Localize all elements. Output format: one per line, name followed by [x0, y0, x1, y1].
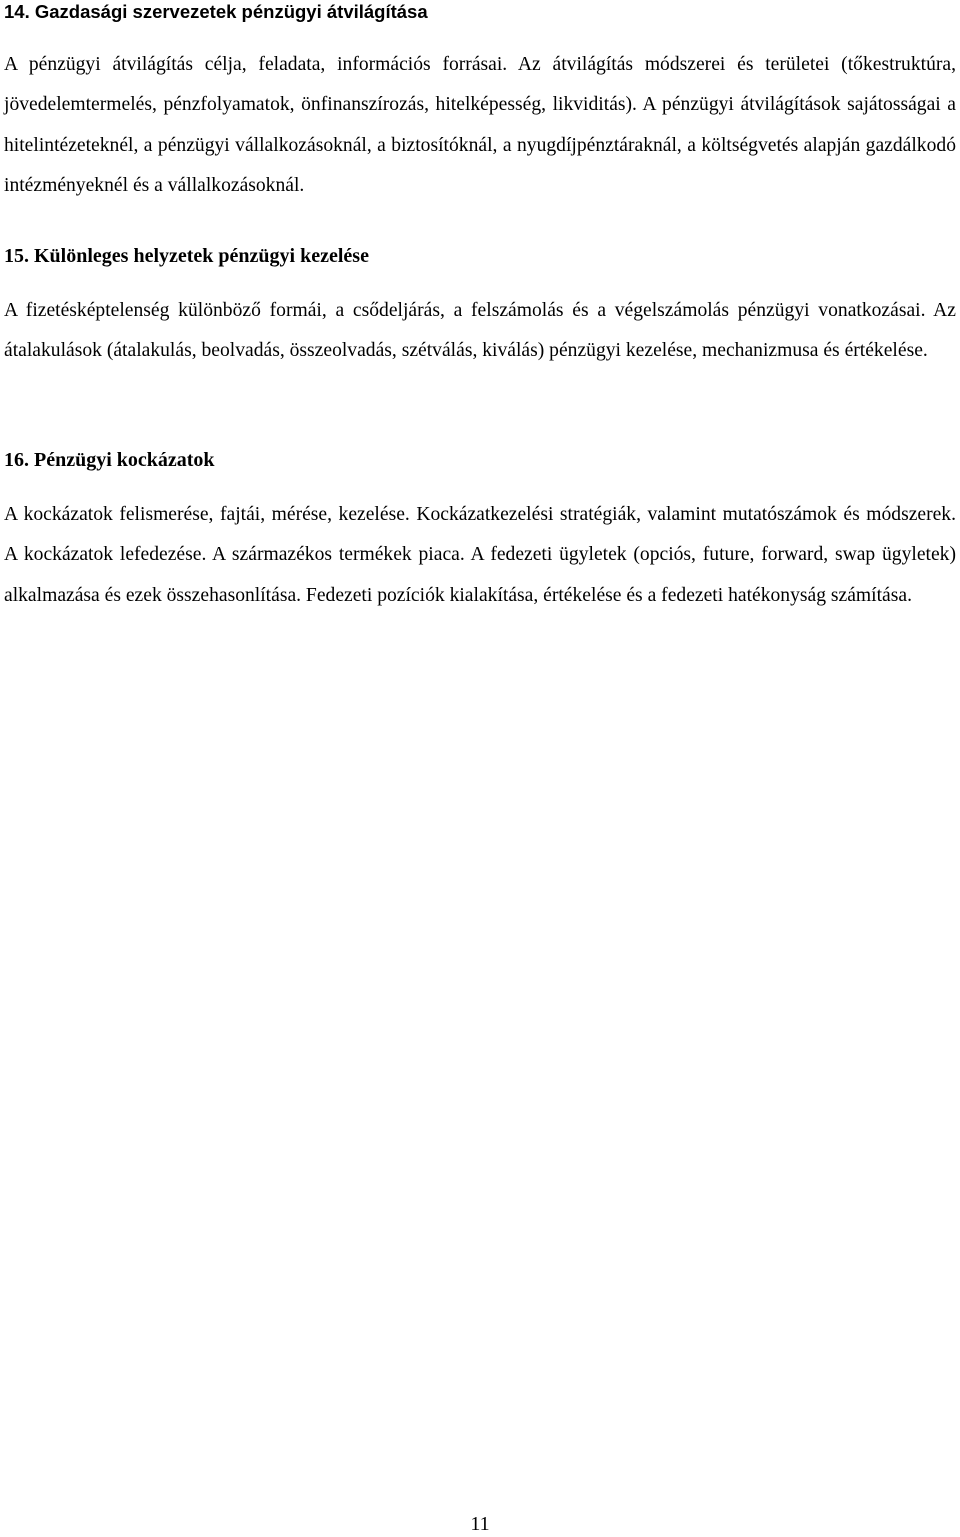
- section-heading-15: 15. Különleges helyzetek pénzügyi kezelése: [4, 245, 369, 267]
- section-body-16: A kockázatok felismerése, fajtái, mérése, kezelése. Kockázatkezelési stratégiák, valamint mutatószámok és módszerek. A kockázatok lefedezése. A származékos termékek piaca. A fedezeti ügyletek (opciós, future, forward, swap ügyletek) alkalmazása és ezek összehasonlítása. Fedezeti pozíciók kialakítása, értékelése és a fedezeti hatékonyság számítása.: [4, 504, 956, 606]
- page-number: 11: [470, 1513, 490, 1535]
- section-heading-16: 16. Pénzügyi kockázatok: [4, 449, 215, 471]
- section-body-14: A pénzügyi átvilágítás célja, feladata, információs forrásai. Az átvilágítás módszerei és területei (tőkestruktúra, jövedelemtermelés, pénzfolyamatok, önfinanszírozás, hitelképesség, likviditás). A pénzügyi átvilágítások sajátosságai a hitelintézeteknél, a pénzügyi vállalkozásoknál, a biztosítóknál, a nyugdíjpénztáraknál, a költségvetés alapján gazdálkodó intézményeknél és a vállalkozásoknál.: [4, 54, 956, 196]
- section-body-15: A fizetésképtelenség különböző formái, a csődeljárás, a felszámolás és a végelszámolás pénzügyi vonatkozásai. Az átalakulások (átalakulás, beolvadás, összeolvadás, szétválás, kiválás) pénzügyi kezelése, mechanizmusa és értékelése.: [4, 300, 956, 362]
- section-heading-14: 14. Gazdasági szervezetek pénzügyi átvilágítása: [4, 1, 428, 22]
